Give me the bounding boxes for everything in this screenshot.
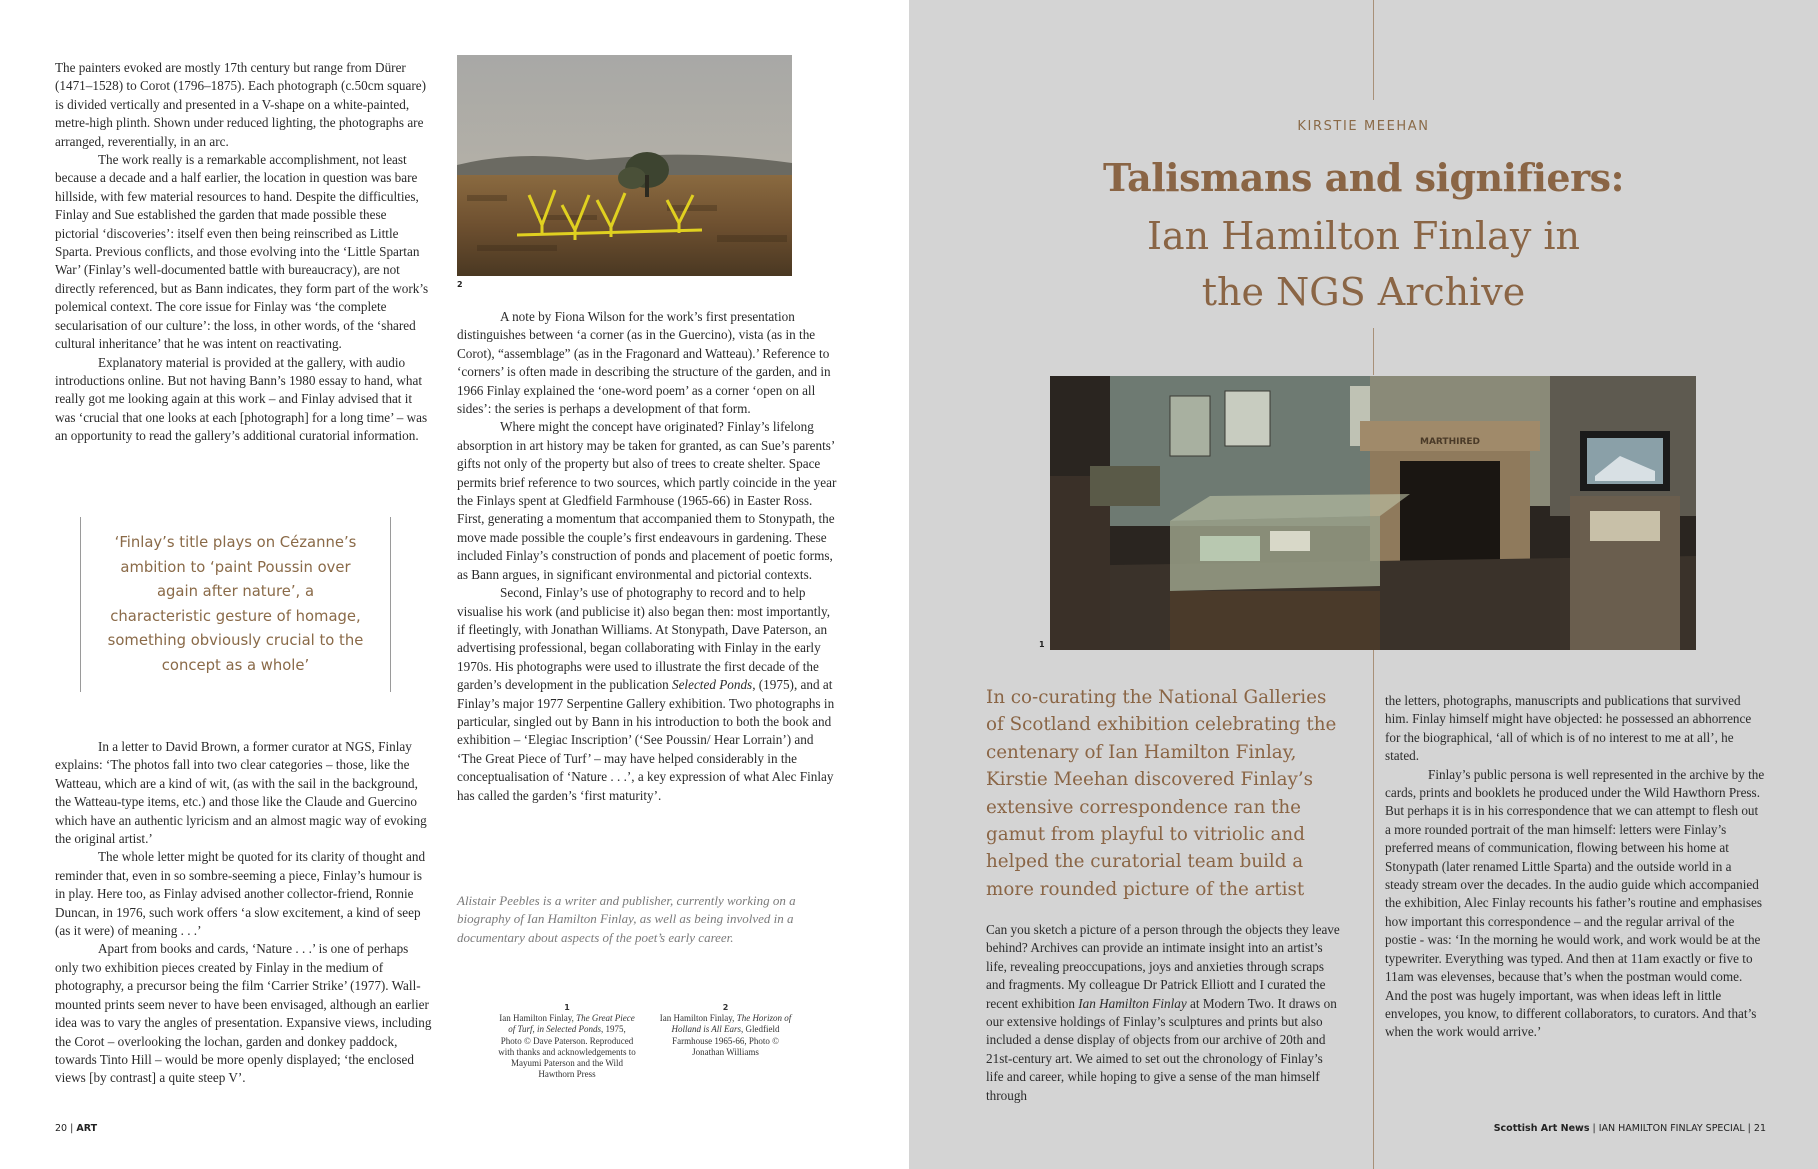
caption-title: The Great Piece of Turf, in Selected Ponds xyxy=(508,1013,635,1035)
paragraph: In a letter to David Brown, a former curator at NGS, Finlay explains: ‘The photos fall into two clear categories – those, like the Watteau, which are a kind of wit, (as with the sail in the background, the Watteau-type items, etc.) and those like the Claude and Guercino which have an authentic lyricism and an almost magic way of evoking the original artist.’ xyxy=(55,739,427,847)
headline-line: Ian Hamilton Finlay in xyxy=(1146,214,1581,258)
byline: KIRSTIE MEEHAN xyxy=(1297,119,1430,134)
folio-right xyxy=(1494,1123,1766,1134)
paragraph: Finlay’s public persona is well represented in the archive by the cards, prints and booklets he produced under the Wild Hawthorn Press. But perhaps it is in his correspondence that we can attempt to flesh out a more rounded portrait of the man himself: letters were Finlay’s preferred means of communication, flowing between his home at Stonypath (later renamed Little Sparta) and the outside world in a steady stream over the decades. In the audio guide which accompanied the exhibition, Alec Finlay recounts his father’s routine and emphasises how important this correspondence – and the regular arrival of the postie - was: ‘In the morning he would work, and work would be at the typewriter. Everything was typed. And then at 11am exactly or five to 11am was elevenses, because that’s when the postman would come. And the post was hugely important, was when ideas left in little envelopes, you know, to different collaborators, to curators. And that’s when the work would arrive.’ xyxy=(1385,766,1765,1040)
paragraph: The work really is a remarkable accomplishment, not least because a decade and a half earlier, the location in question was bare hillside, with few material resources to hand. Despite the difficulties, Finlay and Sue established the garden that made possible these pictorial ‘discoveries’: itself even then being reinscribed as Little Sparta. Previous conflicts, and those evolving into the ‘Little Spartan War’ (Finlay’s well-documented battle with bureaucracy), are not directly referenced, but as Bann indicates, they form part of the work’s polemical context. The core issue for Finlay was ‘the complete secularisation of our culture’: the loss, in other words, of the ‘shared cultural inheritance’ that he was intent on reactivating. xyxy=(55,152,429,352)
text-run: at Modern Two. It draws on our extensive holdings of Finlay’s sculptures and prints but also included a dense display of objects from our archive of 20th and 21st-century art. We aimed to set out the chronology of Finlay’s life and career, while hoping to give a sense of the man himself through xyxy=(986,995,1337,1103)
caption-2 xyxy=(658,1002,793,1058)
caption-text: Ian Hamilton Finlay, xyxy=(659,1013,737,1024)
folio-separator: | xyxy=(67,1123,77,1134)
pull-quote-text: ‘Finlay’s title plays on Cézanne’s ambition to ‘paint Poussin over again after nature’, a characteristic gesture of homage, something obviously crucial to the concept as a whole’ xyxy=(107,534,364,674)
caption-title: The Horizon of Holland is All Ears xyxy=(671,1013,792,1035)
paragraph: A note by Fiona Wilson for the work’s first presentation distinguishes between ‘a corner (as in the Guercino), vista (as in the Corot), “assemblage” (as in the Fragonard and Watteau).’ Reference to ‘corners’ is often made in describing the structure of the garden, and in 1966 Finlay explained the ‘one-word poem’ as a corner ‘open on all sides’: the series is perhaps a development of that form. xyxy=(457,309,831,417)
issue-name: IAN HAMILTON FINLAY SPECIAL xyxy=(1598,1123,1745,1134)
headline: Talismans and signifiers: xyxy=(1102,155,1625,200)
divider-line xyxy=(1373,328,1374,375)
caption-1 xyxy=(498,1002,636,1080)
headline-subtitle xyxy=(909,208,1818,320)
left-column-2 xyxy=(457,308,837,805)
paragraph xyxy=(986,921,1342,1105)
text-run: Second, Finlay’s use of photography to record and to help visualise his work (and publicise it) also began then: most importantly, if fleetingly, with Jonathan Williams. At Stonypath, Dave Paterson, an advertising professional, began collaborating with Finlay in the early 1970s. His photographs were used to illustrate the first decade of the garden’s development in the publication xyxy=(457,585,831,693)
paragraph: Where might the concept have originated? Finlay’s lifelong absorption in art history may be taken for granted, as can Sue’s parents’ gifts not only of the property but also of trees to create shelter. Space permits brief reference to two sources, which partly coincide in the year the Finlays spent at Gledfield Farmhouse (1965-66) in Easter Ross. First, generating a momentum that accompanied them to Stonypath, the move made possible the couple’s first endeavours in gardening. These included Finlay’s construction of ponds and placement of poetic forms, as Bann argues, in significant environmental and pictorial contexts. xyxy=(457,419,837,582)
paragraph: the letters, photographs, manuscripts and publications that survived him. Finlay himself might have objected: he possessed an abhorrence for the biographical, ‘all of which is of no interest to me at all’, he stated. xyxy=(1385,693,1752,764)
left-column-1-continued xyxy=(55,738,433,1088)
gallery-photo-image xyxy=(1050,376,1696,650)
text-run-italic: Ian Hamilton Finlay xyxy=(1078,995,1187,1011)
standfirst: In co-curating the National Galleries of Scotland exhibition celebrating the centenary of Ian Hamilton Finlay, Kirstie Meehan discovered Finlay’s extensive correspondence ran the gamut from playful to vitriolic and helped the curatorial team build a more rounded picture of the artist xyxy=(986,687,1337,900)
folio-separator: | xyxy=(1744,1123,1754,1134)
divider-line xyxy=(1373,0,1374,100)
page-number: 20 xyxy=(55,1123,68,1134)
right-column-1 xyxy=(986,921,1342,1105)
text-run-italic: Selected Ponds xyxy=(671,677,753,693)
section-name: ART xyxy=(76,1123,98,1134)
text-run: , (1975), and at Finlay’s major 1977 Serpentine Gallery exhibition. Two photographs in particular, singled out by Bann in his introduction to both the book and exhibition – ‘Elegiac Inscription’ (‘See Poussin/ Hear Lorrain’) and ‘The Great Piece of Turf’ – may have helped considerably in the conceptualisation of ‘Nature . . .’, a key expression of what Alec Finlay has called the garden’s ‘first maturity’. xyxy=(457,677,835,803)
landscape-photo-image xyxy=(457,55,792,276)
paragraph: Explanatory material is provided at the gallery, with audio introductions online. But not having Bann’s 1980 essay to hand, what really got me looking again at this work – and Finlay advised that it was ‘crucial that one looks at each [photograph] for a long time’ – was an opportunity to read the gallery’s additional curatorial information. xyxy=(55,354,428,444)
right-column-2 xyxy=(1385,692,1766,1042)
pull-quote xyxy=(80,517,391,692)
folio-separator: | xyxy=(1589,1123,1599,1134)
paragraph: The whole letter might be quoted for its clarity of thought and reminder that, even in so sombre-seeming a piece, Finlay’s humour is in play. Here too, as Finlay advised another collector-friend, Ronnie Duncan, in 1976, such work offers ‘a slow excitement, a kind of seep (as it were) of meaning . . .’ xyxy=(55,849,426,939)
divider-line xyxy=(1373,650,1374,1169)
paragraph: The painters evoked are mostly 17th century but range from Dürer (1471–1528) to Corot (1796–1875). Each photograph (c.50cm square) is divided vertically and presented in a V-shape on a white-painted, metre-high plinth. Shown under reduced lighting, the photographs are arranged, reverentially, in an arc. xyxy=(55,60,426,149)
mantel-sign: MARTHIRED xyxy=(1419,437,1481,447)
folio-left xyxy=(55,1123,97,1134)
author-bio: Alistair Peebles is a writer and publisher, currently working on a biography of Ian Hamilton Finlay, as well as being involved in a documentary about aspects of the poet’s early career. xyxy=(457,893,796,945)
headline-line: the NGS Archive xyxy=(1201,270,1526,314)
photo-landscape-sculpture xyxy=(457,55,792,276)
text-run: Can you sketch a picture of a person through the objects they leave behind? Archives can provide an intimate insight into an artist’s life, revealing preoccupations, joys and anxieties through scraps and fragments. My colleague Dr Patrick Elliott and I curated the recent exhibition xyxy=(986,922,1340,1011)
paragraph xyxy=(457,584,837,805)
figure-number: 1 xyxy=(1039,640,1045,649)
caption-number: 2 xyxy=(722,1003,729,1012)
page-number: 21 xyxy=(1753,1123,1766,1134)
paragraph: Apart from books and cards, ‘Nature . . .’ is one of perhaps only two exhibition pieces created by Finlay in the medium of photography, a precursor being the film ‘Carrier Strike’ (1977). Wall-mounted prints seem never to have been envisaged, although an earlier idea was to vary the angles of presentation. Expansive views, including the Corot – overlooking the lochan, garden and donkey paddock, towards Tinto Hill – would be more openly displayed; ‘the enclosed views [by contrast] a quite steep V’. xyxy=(55,941,432,1086)
figure-number: 2 xyxy=(457,280,463,289)
left-column-1 xyxy=(55,59,433,446)
caption-text: , Gledfield Farmhouse 1965-66, Photo © Jonathan Williams xyxy=(672,1024,780,1057)
caption-text: , 1975, Photo © Dave Paterson. Reproduced with thanks and acknowledgements to Mayumi Paterson and the Wild Hawthorn Press xyxy=(498,1024,636,1080)
caption-text: Ian Hamilton Finlay, xyxy=(499,1013,577,1024)
publication-name: Scottish Art News xyxy=(1493,1123,1590,1134)
photo-gallery-interior xyxy=(1050,376,1696,650)
caption-number: 1 xyxy=(564,1003,570,1012)
